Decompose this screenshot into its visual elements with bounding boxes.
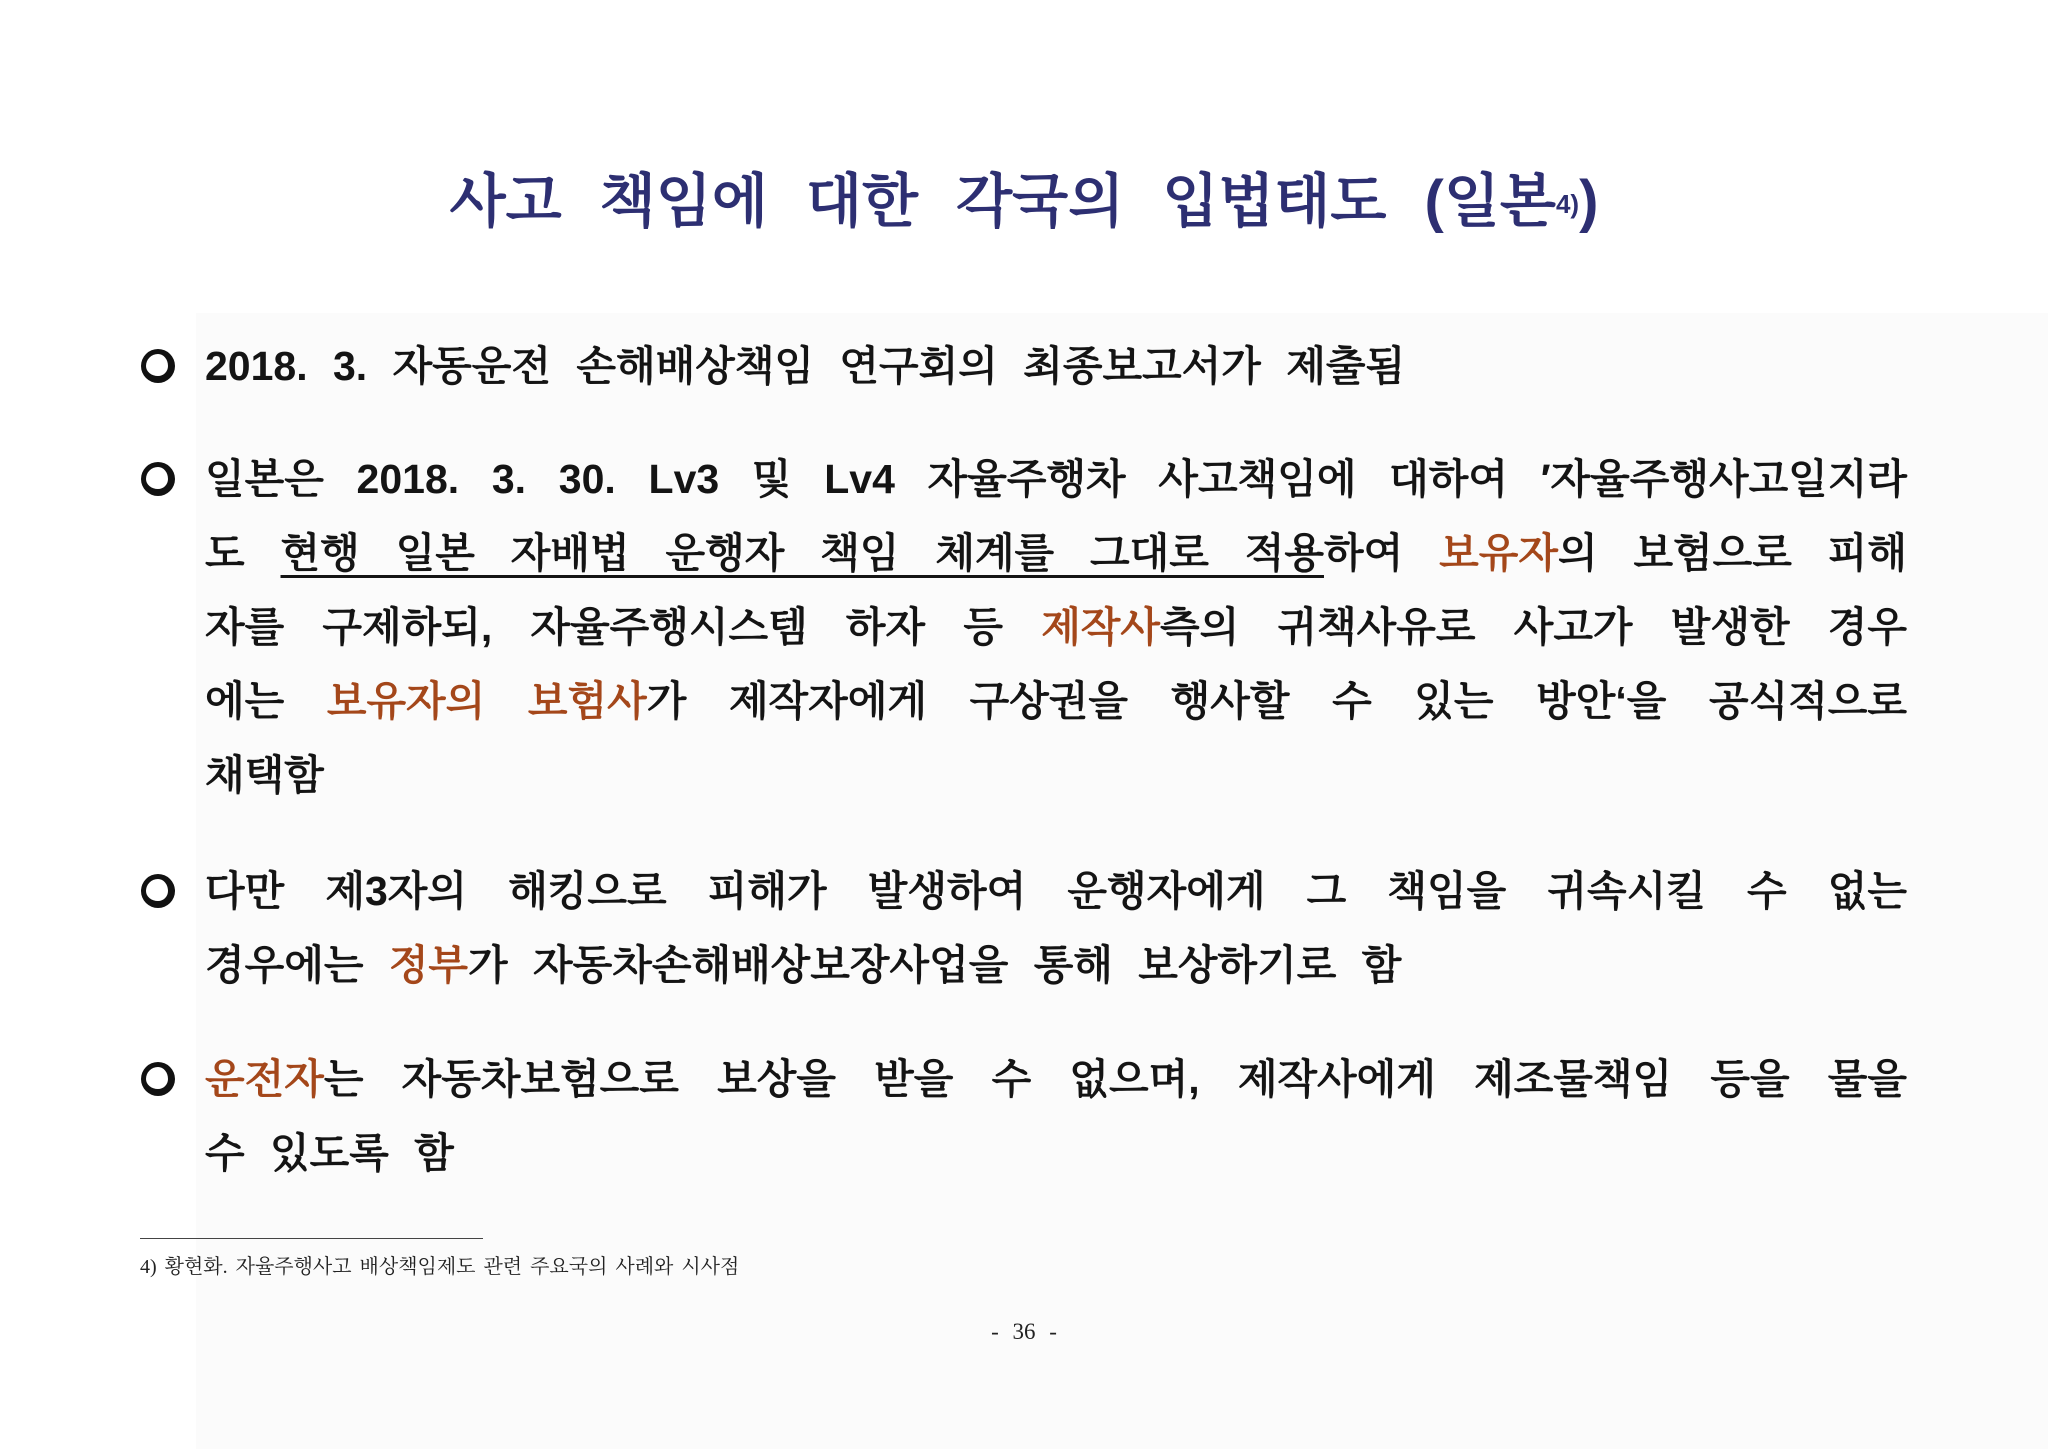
- bullet-text: [205, 854, 1907, 1002]
- text-line: [205, 442, 1907, 516]
- text-segment: 는 자동차보험으로 보상을 받을 수 없으며, 제작사에게 제조물책임 등을 물을: [323, 1056, 1907, 1102]
- text-line: [205, 1116, 1907, 1190]
- text-segment: 다만 제3자의 해킹으로 피해가 발생하여 운행자에게 그 책임을 귀속시킬 수 없는: [205, 868, 1907, 914]
- text-line: [205, 738, 1907, 812]
- page-title: [0, 160, 2048, 244]
- underlined-phrase: 현행 일본 자배법 운행자 책임 체계를 그대로 적용: [280, 530, 1324, 576]
- text-segment: 채택함: [205, 752, 324, 798]
- text-segment: 하여: [1323, 530, 1440, 576]
- bullet-text: [205, 329, 1907, 403]
- footnote-text: 황현화. 자율주행사고 배상책임제도 관련 주요국의 사례와 시사점: [164, 1256, 740, 1278]
- text-segment: 일본은 2018. 3. 30. Lv3 및 Lv4 자율주행차 사고책임에 대하여 ′자율주행사고일지라: [205, 456, 1907, 502]
- text-segment: 가 자동차손해배상보장사업을 통해 보상하기로 함: [468, 942, 1402, 988]
- title-closing-paren: ): [1579, 169, 1599, 234]
- text-line: [205, 590, 1907, 664]
- text-line: [205, 854, 1907, 928]
- text-line: [205, 1042, 1907, 1116]
- bullet-text: [205, 442, 1907, 812]
- text-segment: 경우에는: [205, 942, 389, 988]
- text-segment: 2018. 3. 자동운전 손해배상책임 연구회의 최종보고서가 제출됨: [205, 343, 1406, 389]
- text-line: [205, 329, 1907, 403]
- text-segment: 가 제작자에게 구상권을 행사할 수 있는 방안‘을 공식적으로: [646, 678, 1908, 724]
- footnote-reference: 4): [1555, 189, 1580, 220]
- text-segment: 수 있도록 함: [205, 1130, 454, 1176]
- highlighted-term: 보유자: [1439, 530, 1558, 576]
- text-segment: 측의 귀책사유로 사고가 발생한 경우: [1160, 604, 1908, 650]
- text-segment: 의 보험으로 피해: [1557, 530, 1907, 576]
- text-segment: 자를 구제하되, 자율주행시스템 하자 등: [205, 604, 1042, 650]
- circle-bullet-icon: [141, 349, 175, 383]
- text-segment: 도: [205, 530, 281, 576]
- footnote: [140, 1252, 739, 1282]
- highlighted-term: 운전자: [205, 1056, 324, 1102]
- circle-bullet-icon: [141, 462, 175, 496]
- circle-bullet-icon: [141, 1062, 175, 1096]
- highlighted-term: 보유자의 보험사: [326, 678, 647, 724]
- footnote-marker: 4): [140, 1256, 157, 1278]
- circle-bullet-icon: [141, 874, 175, 908]
- title-text: 사고 책임에 대한 각국의 입법태도 (일본: [449, 169, 1556, 234]
- text-line: [205, 664, 1907, 738]
- text-segment: 에는: [205, 678, 327, 724]
- page-number: - 36 -: [991, 1319, 1057, 1344]
- highlighted-term: 제작사: [1041, 604, 1161, 650]
- text-line: [205, 516, 1907, 590]
- highlighted-term: 정부: [388, 942, 469, 988]
- text-line: [205, 928, 1907, 1002]
- bullet-text: [205, 1042, 1907, 1190]
- footnote-separator: [140, 1238, 483, 1239]
